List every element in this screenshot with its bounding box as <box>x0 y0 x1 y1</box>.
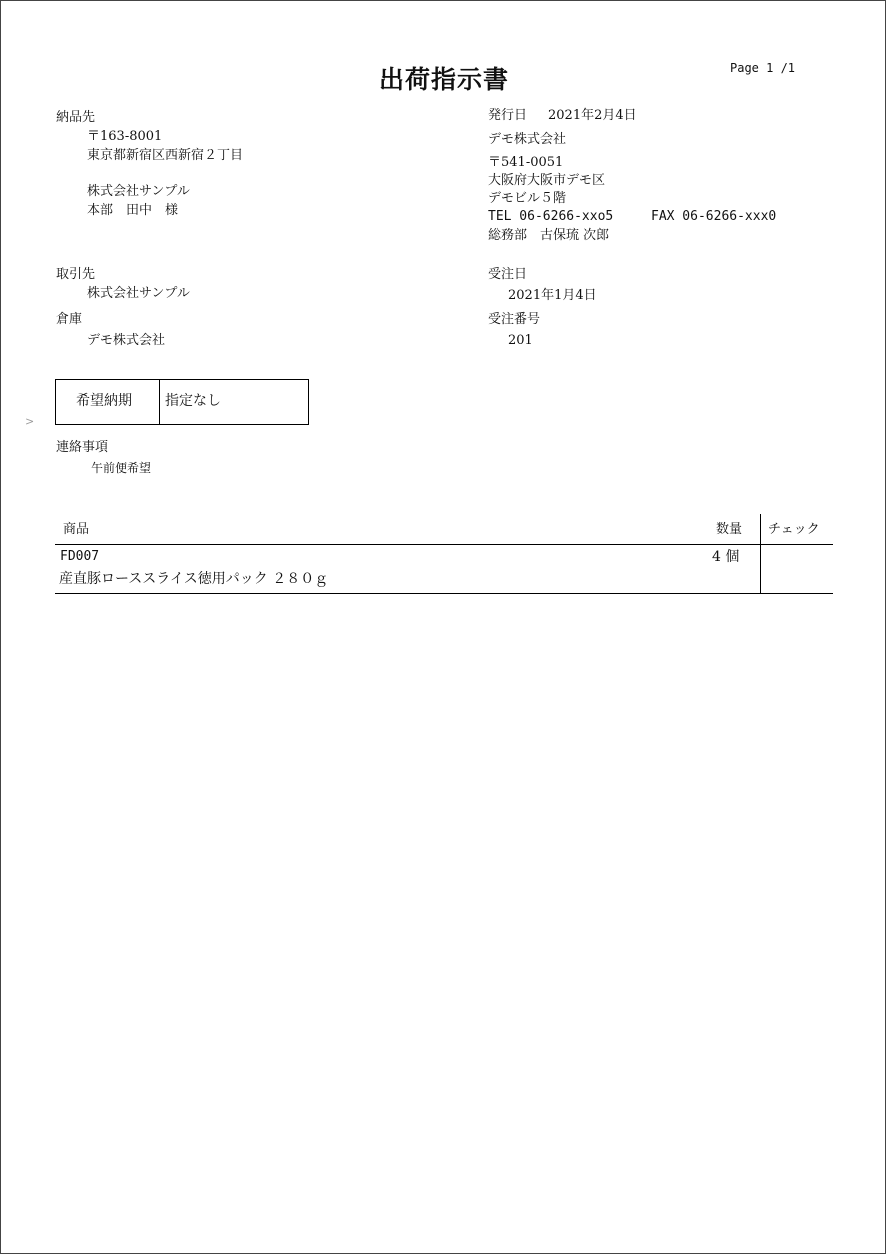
table-bottom-rule <box>55 593 833 594</box>
order-date-value: 2021年1月4日 <box>508 288 597 303</box>
client-value: 株式会社サンプル <box>87 286 190 301</box>
issuer-postal: 〒541-0051 <box>488 155 564 170</box>
issuer-fax: FAX 06-6266-xxx0 <box>651 209 777 224</box>
warehouse-label: 倉庫 <box>56 312 83 327</box>
product-name: 産直豚ローススライス徳用パック ２８０ｇ <box>59 571 329 587</box>
client-label: 取引先 <box>56 267 96 282</box>
ship-to-company: 株式会社サンプル <box>87 184 190 199</box>
check-column-divider <box>760 514 761 593</box>
delivery-date-value: 指定なし <box>165 393 221 409</box>
order-date-label: 受注日 <box>488 267 528 282</box>
ship-to-contact: 本部 田中 様 <box>87 203 179 218</box>
issuer-address-2: デモビル５階 <box>488 191 567 206</box>
header-check: チェック <box>768 522 820 537</box>
issue-date-value: 2021年2月4日 <box>548 108 637 123</box>
header-product: 商品 <box>63 522 90 537</box>
notes-value: 午前便希望 <box>91 461 152 475</box>
issuer-department: 総務部 古保琉 次郎 <box>488 228 610 243</box>
ship-to-address: 東京都新宿区西新宿２丁目 <box>87 148 244 163</box>
issuer-company: デモ株式会社 <box>488 132 567 147</box>
document-title: 出荷指示書 <box>379 65 510 94</box>
side-marker: > <box>25 415 35 428</box>
header-quantity: 数量 <box>716 522 743 537</box>
delivery-box-divider <box>159 379 160 424</box>
ship-to-postal: 〒163-8001 <box>87 129 163 144</box>
order-number-label: 受注番号 <box>488 312 541 327</box>
delivery-date-label: 希望納期 <box>76 393 132 409</box>
issuer-tel: TEL 06-6266-xxo5 <box>488 209 614 224</box>
product-quantity: 4 個 <box>712 549 740 565</box>
issuer-address-1: 大阪府大阪市デモ区 <box>488 173 606 188</box>
table-header-rule <box>55 544 833 545</box>
issue-date-label: 発行日 <box>488 108 528 123</box>
page-number: Page 1 /1 <box>730 61 796 75</box>
ship-to-label: 納品先 <box>56 110 96 125</box>
product-code: FD007 <box>60 549 100 564</box>
warehouse-value: デモ株式会社 <box>87 333 166 348</box>
notes-label: 連絡事項 <box>56 440 109 455</box>
order-number-value: 201 <box>508 333 533 348</box>
